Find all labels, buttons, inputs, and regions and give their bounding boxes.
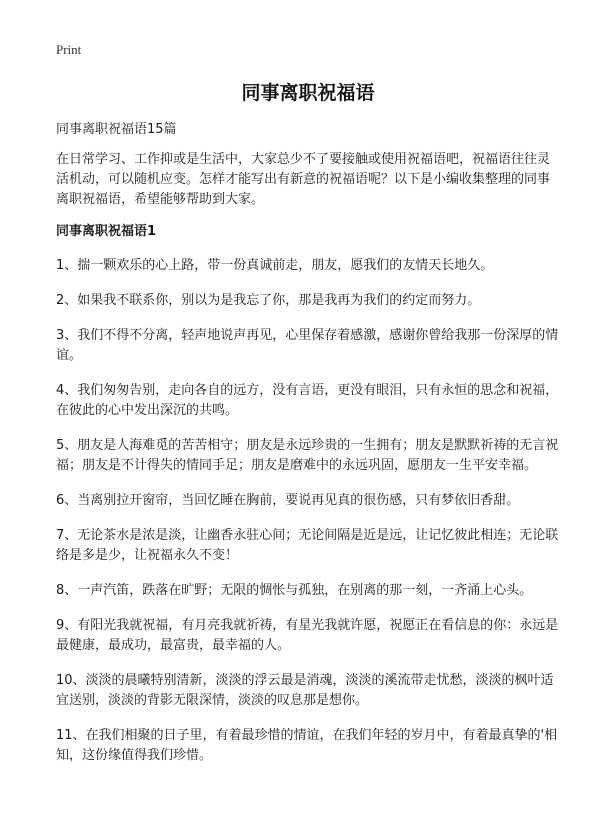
list-item: 4、我们匆匆告别，走向各自的远方，没有言语，更没有眼泪，只有永恒的思念和祝福，在彼此的心中发出深沉的共鸣。 bbox=[56, 383, 559, 418]
list-item: 9、有阳光我就祝福，有月亮我就祈祷，有星光我就许愿，祝愿正在看信息的你：永远是最健康，最成功，最富贵，最幸福的人。 bbox=[56, 618, 559, 653]
list-item: 10、淡淡的晨曦特别清新，淡淡的浮云最是消魂，淡淡的溪流带走忧愁，淡淡的枫叶适宜送别，淡淡的背影无限深情，淡淡的叹息那是想你。 bbox=[56, 673, 554, 708]
page-title: 同事离职祝福语 bbox=[241, 82, 375, 104]
print-label[interactable]: Print bbox=[56, 42, 82, 57]
list-item: 3、我们不得不分离，轻声地说声再见，心里保存着感激，感谢你曾给我那一份深厚的情谊。 bbox=[56, 328, 559, 363]
blessing-list bbox=[56, 256, 560, 766]
subtitle: 同事离职祝福语15篇 bbox=[56, 122, 177, 137]
list-item: 8、一声汽笛，跌落在旷野；无限的惆怅与孤独，在别离的那一刻，一齐涌上心头。 bbox=[56, 583, 533, 598]
intro-paragraph: 在日常学习、工作抑或是生活中，大家总少不了要接触或使用祝福语吧，祝福语往往灵活机动，可以随机应变。怎样才能写出有新意的祝福语呢？以下是小编收集整理的同事离职祝福语，希望能够帮助到大家。 bbox=[56, 152, 551, 207]
list-item: 11、在我们相聚的日子里，有着最珍惜的情谊，在我们年轻的岁月中，有着最真挚的'相知，这份缘值得我们珍惜。 bbox=[56, 728, 558, 763]
list-item: 6、当离别拉开窗帘，当回忆睡在胸前，要说再见真的很伤感，只有梦依旧香甜。 bbox=[56, 493, 520, 508]
list-item: 5、朋友是人海难觅的苦苦相守；朋友是永远珍贵的一生拥有；朋友是默默祈祷的无言祝福；朋友是不计得失的情同手足；朋友是磨难中的永远巩固，愿朋友一生平安幸福。 bbox=[56, 438, 559, 473]
section-heading: 同事离职祝福语1 bbox=[56, 224, 157, 239]
list-item: 1、揣一颗欢乐的心上路，带一份真诚前走，朋友，愿我们的友情天长地久。 bbox=[56, 258, 494, 273]
list-item: 7、无论茶水是浓是淡，让幽香永驻心间；无论间隔是近是远，让记忆彼此相连；无论联络是多是少，让祝福永久不变！ bbox=[56, 528, 559, 563]
list-item: 2、如果我不联系你，别以为是我忘了你，那是我再为我们的约定而努力。 bbox=[56, 293, 481, 308]
